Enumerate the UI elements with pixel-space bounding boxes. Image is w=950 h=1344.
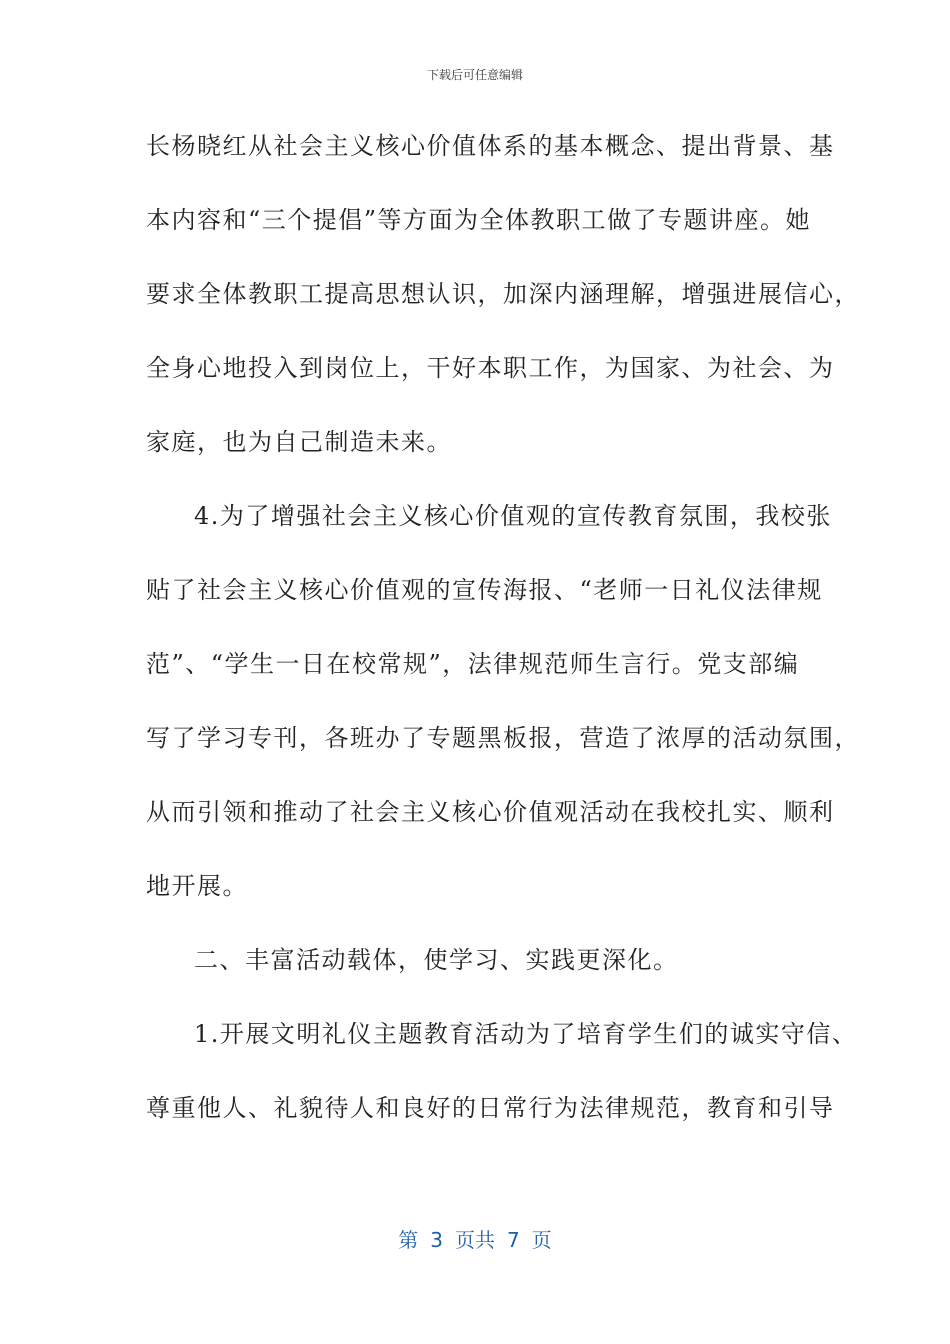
text-line: 长杨晓红从社会主义核心价值体系的基本概念、提出背景、基 bbox=[146, 132, 835, 160]
text-line: 要求全体教职工提高思想认识，加深内涵理解，增强进展信心， bbox=[146, 280, 860, 308]
text-line: 从而引领和推动了社会主义核心价值观活动在我校扎实、顺利 bbox=[146, 798, 835, 826]
text-line: 全身心地投入到岗位上，干好本职工作，为国家、为社会、为 bbox=[146, 354, 835, 382]
text-line: 地开展。 bbox=[146, 872, 248, 900]
page-header: 下载后可任意编辑 bbox=[426, 68, 523, 82]
page-footer bbox=[0, 1224, 950, 1253]
text-line: 范”、“学生一日在校常规”，法律规范师生言行。党支部编 bbox=[146, 650, 800, 678]
total-page-number: 7 bbox=[507, 1228, 520, 1252]
footer-prefix: 第 bbox=[398, 1228, 419, 1252]
text-line: 尊重他人、礼貌待人和良好的日常行为法律规范，教育和引导 bbox=[146, 1094, 835, 1122]
text-line: 贴了社会主义核心价值观的宣传海报、“老师一日礼仪法律规 bbox=[146, 576, 823, 604]
footer-middle: 页共 bbox=[455, 1228, 495, 1252]
text-line: 4.为了增强社会主义核心价值观的宣传教育氛围，我校张 bbox=[194, 502, 832, 530]
text-line: 家庭，也为自己制造未来。 bbox=[146, 428, 452, 456]
text-line: 1.开展文明礼仪主题教育活动为了培育学生们的诚实守信、 bbox=[194, 1020, 858, 1048]
current-page-number: 3 bbox=[430, 1228, 443, 1252]
text-line: 写了学习专刊，各班办了专题黑板报，营造了浓厚的活动氛围， bbox=[146, 724, 860, 752]
document-body bbox=[146, 118, 860, 1154]
text-line: 本内容和“三个提倡”等方面为全体教职工做了专题讲座。她 bbox=[146, 206, 812, 234]
footer-suffix: 页 bbox=[531, 1228, 552, 1252]
section-heading: 二、丰富活动载体，使学习、实践更深化。 bbox=[194, 946, 679, 974]
